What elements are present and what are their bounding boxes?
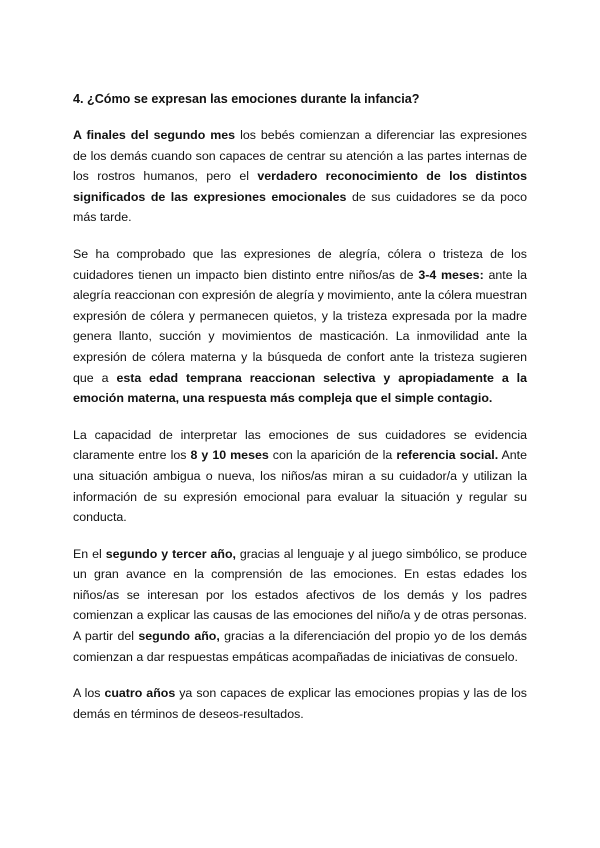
paragraph-3 bbox=[73, 425, 527, 528]
bold-segment: 3-4 meses: bbox=[418, 267, 484, 282]
section-heading: 4. ¿Cómo se expresan las emociones durante la infancia? bbox=[73, 92, 420, 106]
text-segment: gracias al lenguaje y al juego simbólico, se produce un gran avance en la comprensión de las emociones. En estas edades los niños/as se interesan por los estados afectivos de los demás y los padres comienzan a explicar las causas de las emociones del niño/a y de otras personas. A partir del bbox=[73, 546, 527, 644]
text-segment: En el bbox=[73, 546, 106, 561]
text-segment: ya son capaces de explicar las emociones propias y las de los demás en términos de deseos-resultados. bbox=[73, 686, 528, 721]
text-segment: Ante una situación ambigua o nueva, los niños/as miran a su cuidador/a y utilizan la información de su expresión emocional para evaluar la situación y regular su conducta. bbox=[73, 448, 527, 525]
text-segment: ante la alegría reaccionan con expresión de alegría y movimiento, ante la cólera muestran expresión de cólera y permanecen quietos, y la tristeza expresada por la madre genera llanto, succión y movimientos de masticación. La inmovilidad ante la expresión de cólera materna y la búsqueda de confort ante la tristeza sugieren que a bbox=[73, 267, 527, 385]
bold-segment: referencia social. bbox=[396, 448, 499, 463]
text-segment: gracias a la diferenciación del propio yo de los demás comienzan a dar respuestas empáticas acompañadas de iniciativas de consuelo. bbox=[73, 629, 527, 664]
bold-segment: 8 y 10 meses bbox=[190, 448, 269, 463]
bold-segment: verdadero reconocimiento de los distintos significados de las expresiones emocionales bbox=[73, 169, 528, 204]
text-segment: con la aparición de la bbox=[268, 448, 397, 463]
bold-segment: segundo y tercer año, bbox=[105, 546, 236, 561]
paragraph-4 bbox=[73, 544, 527, 668]
bold-segment: esta edad temprana reaccionan selectiva y apropiadamente a la emoción materna, una respuesta más compleja que el simple contagio. bbox=[73, 370, 527, 406]
text-segment: los bebés comienzan a diferenciar las expresiones de los demás cuando son capaces de centrar su atención a las partes internas de los rostros humanos, pero el bbox=[73, 128, 527, 184]
text-segment: de sus cuidadores se da poco más tarde. bbox=[73, 189, 527, 225]
paragraph-2 bbox=[73, 244, 527, 409]
text-segment: A los bbox=[73, 686, 105, 701]
paragraph-5 bbox=[73, 683, 527, 724]
bold-segment: cuatro años bbox=[104, 686, 176, 701]
text-segment: Se ha comprobado que las expresiones de alegría, cólera o tristeza de los cuidadores tienen un impacto bien distinto entre niños/as de bbox=[73, 246, 527, 282]
bold-segment: segundo año, bbox=[138, 629, 220, 644]
paragraph-1 bbox=[73, 125, 527, 228]
text-segment: La capacidad de interpretar las emociones de sus cuidadores se evidencia claramente entre los bbox=[73, 427, 527, 463]
bold-segment: A finales del segundo mes bbox=[73, 128, 236, 142]
